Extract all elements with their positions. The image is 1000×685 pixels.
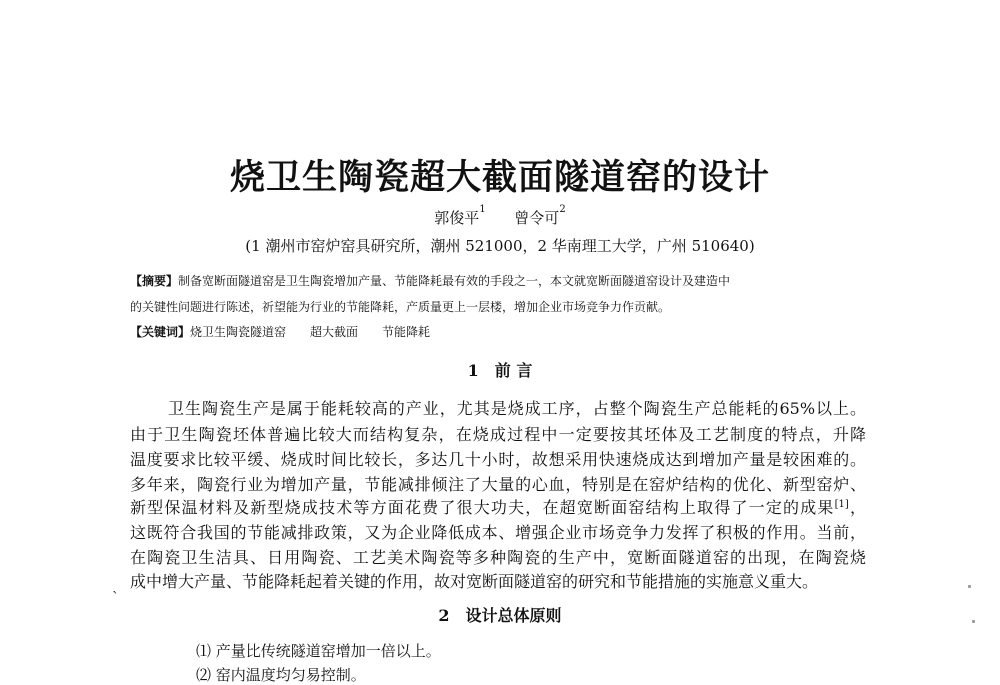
citation-marker: [1]: [834, 499, 849, 510]
author-1: 郭俊平: [434, 209, 480, 227]
body-line-3: 温度要求比较平缓、烧成时间比较长，多达几十小时，故想采用快速烧成达到增加产量是较困难的。: [130, 450, 866, 469]
body-line-4: 多年来，陶瓷行业为增加产量，节能减排倾注了大量的心血，特别是在窑炉结构的优化、新型窑炉、: [130, 475, 866, 494]
body-line-6: 这既符合我国的节能减排政策，又为企业降低成本、增强企业市场竞争力发挥了积极的作用。当前，: [130, 523, 866, 542]
abstract-line-2: [130, 298, 870, 315]
body-line-8: 成中增大产量、节能降耗起着关键的作用，故对宽断面隧道窑的研究和节能措施的实施意义重大。: [130, 572, 819, 591]
section-1-heading: 1 前 言: [467, 361, 533, 380]
author-line: [0, 204, 1000, 228]
body-line-5-end: ，: [848, 498, 866, 517]
body-line-7: 在陶瓷卫生洁具、日用陶瓷、工艺美术陶瓷等多种陶瓷的生产中，宽断面隧道窑的出现，在陶瓷烧: [130, 548, 866, 567]
scan-speck: [968, 585, 971, 588]
section-2-heading: 2 设计总体原则: [438, 606, 562, 625]
author-2-affil-mark: 2: [559, 204, 566, 215]
abstract-text-1: 制备宽断面隧道窑是卫生陶瓷增加产量、节能降耗最有效的手段之一，本文就宽断面隧道窑设计及建造中: [178, 274, 731, 288]
author-2: 曾令可: [514, 209, 560, 227]
abstract-text-2: 的关键性问题进行陈述，祈望能为行业的节能降耗，产质量更上一层楼，增加企业市场竞争力作贡献。: [130, 300, 671, 314]
author-1-affil-mark: 1: [479, 204, 486, 215]
scan-speck: [972, 620, 975, 623]
affiliation: (1 潮州市窑炉窑具研究所，潮州 521000，2 华南理工大学，广州 510640): [245, 237, 755, 255]
margin-mark: `: [112, 590, 119, 606]
body-line-2: 由于卫生陶瓷坯体普遍比较大而结构复杂，在烧成过程中一定要按其坯体及工艺制度的特点，升降: [130, 425, 866, 444]
principle-item-1: ⑴ 产量比传统隧道窑增加一倍以上。: [196, 642, 441, 660]
principle-item-2: ⑵ 窑内温度均匀易控制。: [196, 666, 366, 684]
body-line-5-text: 新型保温材料及新型烧成技术等方面花费了很大功夫，在超宽断面窑结构上取得了一定的成果: [130, 498, 835, 517]
abstract-line-1: [130, 272, 870, 289]
body-line-5: [130, 495, 866, 518]
body-line-1: 卫生陶瓷生产是属于能耗较高的产业，尤其是烧成工序，占整个陶瓷生产总能耗的65%以上。: [168, 399, 866, 418]
paper-title: 烧卫生陶瓷超大截面隧道窑的设计: [229, 157, 770, 198]
keywords-line: [130, 323, 870, 340]
abstract-label: 【摘要】: [130, 274, 179, 288]
keywords-text: 烧卫生陶瓷隧道窑 超大截面 节能降耗: [190, 325, 431, 339]
keywords-label: 【关键词】: [130, 325, 191, 339]
